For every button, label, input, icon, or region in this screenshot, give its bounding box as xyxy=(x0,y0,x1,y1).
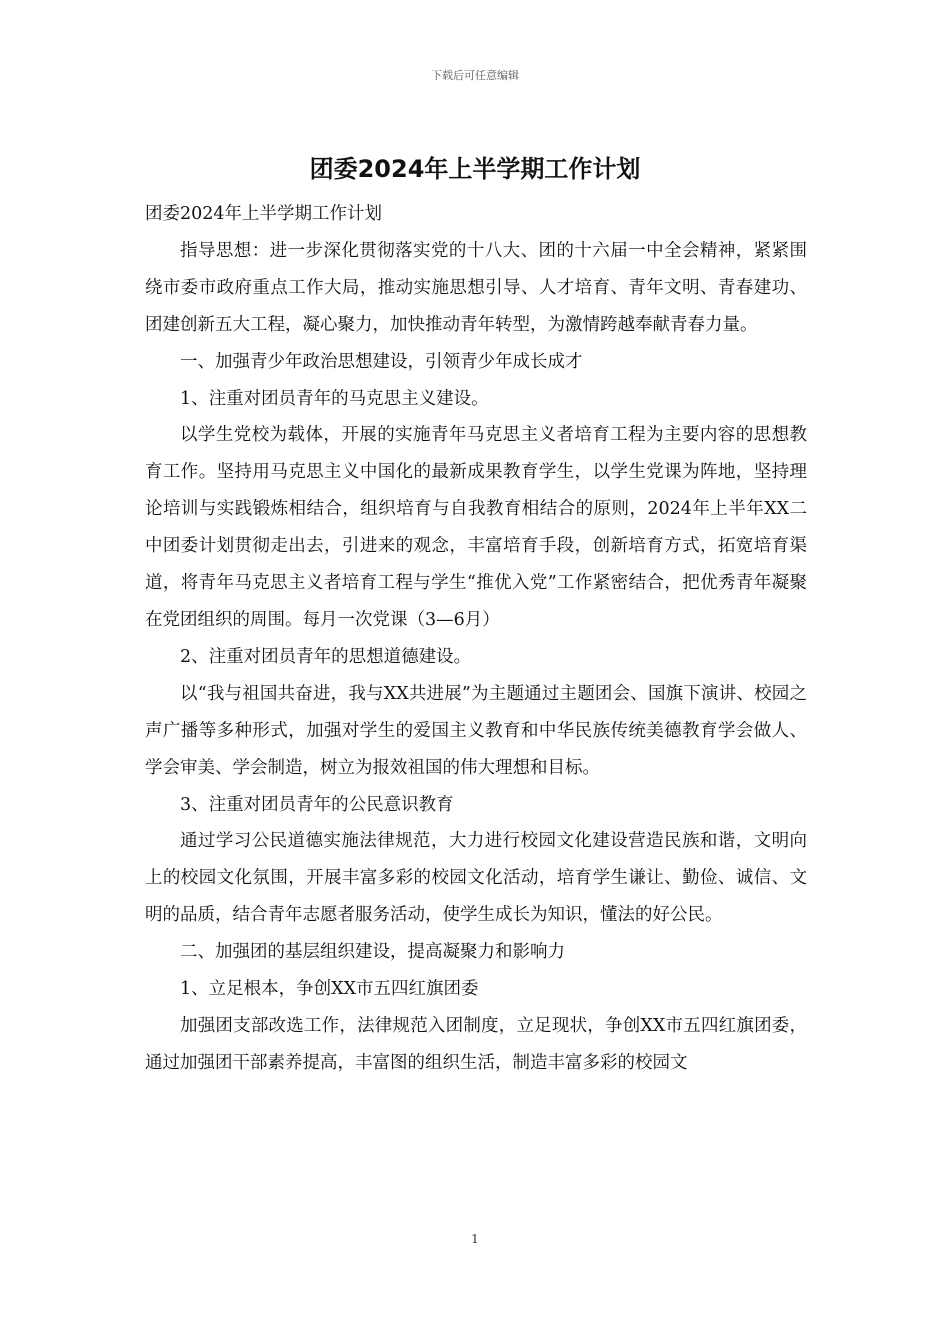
subsection-heading-1-3: 3、注重对团员青年的公民意识教育 xyxy=(180,794,454,815)
section-heading-1: 一、加强青少年政治思想建设，引领青少年成长成才 xyxy=(180,351,583,372)
document-title: 团委2024年上半学期工作计划 xyxy=(309,155,641,183)
document-body xyxy=(145,196,807,1082)
section-heading-2: 二、加强团的基层组织建设，提高凝聚力和影响力 xyxy=(180,942,565,963)
paragraph-moral: 以“我与祖国共奋进，我与XX共进展”为主题通过主题团会、国旗下演讲、校园之声广播等多种形式，加强对学生的爱国主义教育和中华民族传统美德教育学会做人、学会审美、学会制造，树立为报效祖国的伟大理想和目标。 xyxy=(145,683,807,778)
paragraph-subtitle: 团委2024年上半学期工作计划 xyxy=(145,204,383,224)
header-note: 下载后可任意编辑 xyxy=(431,69,519,82)
subsection-heading-1-1: 1、注重对团员青年的马克思主义建设。 xyxy=(180,388,489,409)
paragraph-guiding-thought: 指导思想：进一步深化贯彻落实党的十八大、团的十六届一中全会精神，紧紧围绕市委市政府重点工作大局，推动实施思想引导、人才培育、青年文明、青春建功、团建创新五大工程，凝心聚力，加快推动青年转型，为激情跨越奉献青春力量。 xyxy=(145,240,807,335)
page-number: 1 xyxy=(471,1232,479,1246)
subsection-heading-2-1: 1、立足根本，争创XX市五四红旗团委 xyxy=(180,979,479,1000)
paragraph-citizen: 通过学习公民道德实施法律规范，大力进行校园文化建设营造民族和谐，文明向上的校园文化氛围，开展丰富多彩的校园文化活动，培育学生谦让、勤俭、诚信、文明的品质，结合青年志愿者服务活动，使学生成长为知识，懂法的好公民。 xyxy=(145,831,807,926)
paragraph-marxism: 以学生党校为载体，开展的实施青年马克思主义者培育工程为主要内容的思想教育工作。坚持用马克思主义中国化的最新成果教育学生，以学生党课为阵地，坚持理论培训与实践锻炼相结合，组织培育与自我教育相结合的原则，2024年上半年XX二中团委计划贯彻走出去，引进来的观念，丰富培育手段，创新培育方式，拓宽培育渠道，将青年马克思主义者培育工程与学生“推优入党”工作紧密结合，把优秀青年凝聚在党团组织的周围。每月一次党课（3—6月） xyxy=(145,425,807,630)
paragraph-branch: 加强团支部改选工作，法律规范入团制度，立足现状，争创XX市五四红旗团委，通过加强团干部素养提高，丰富图的组织生活，制造丰富多彩的校园文 xyxy=(145,1015,807,1073)
subsection-heading-1-2: 2、注重对团员青年的思想道德建设。 xyxy=(180,646,472,667)
